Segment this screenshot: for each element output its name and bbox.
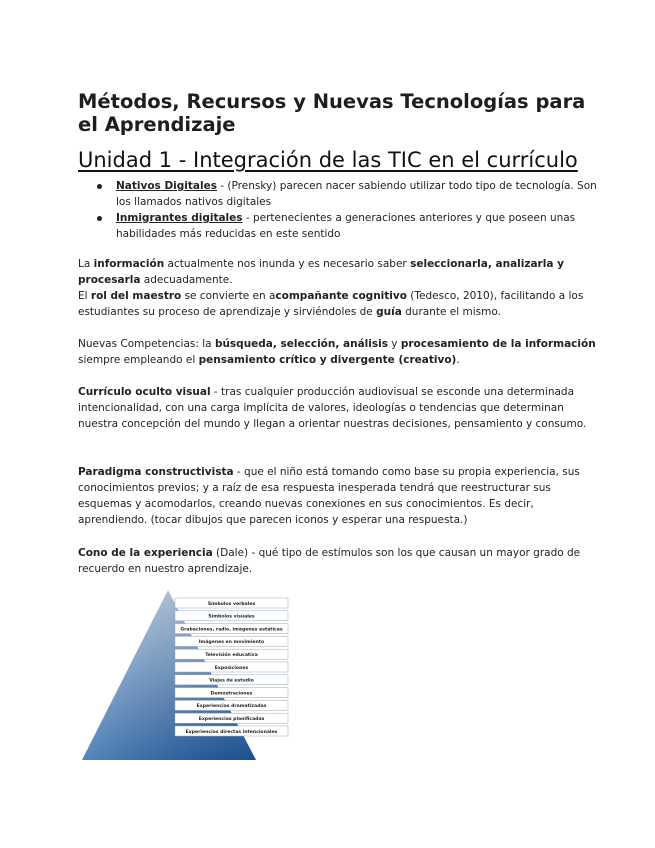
- document-title: Métodos, Recursos y Nuevas Tecnologías para el Aprendizaje: [78, 90, 586, 136]
- paragraph-curriculo-oculto: Currículo oculto visual - tras cualquier producción audiovisual se esconde una determinada intencionalidad, con una carga implícita de valores, ideologías o tendencias que determinan nuestra concepción del mundo y llegan a orientar nuestras decisiones, pensamiento y consumo.: [78, 386, 587, 430]
- pyramid-labels: [175, 598, 288, 736]
- bullet-text: - (Prensky) parecen nacer sabiendo utilizar todo tipo de tecnología. Son los llamados nativos digitales: [116, 180, 597, 208]
- bullet-term: Inmigrantes digitales: [116, 212, 243, 224]
- bullet-icon: [97, 184, 102, 189]
- pyramid-level-label: Imágenes en movimiento: [198, 640, 265, 646]
- paragraph-competencias: Nuevas Competencias: la búsqueda, selección, análisis y procesamiento de la información siempre empleando el pensamiento crítico y divergente (creativo).: [78, 338, 596, 366]
- pyramid-level-label: Símbolos visuales: [208, 614, 255, 620]
- pyramid-level-label: Viajes de estudio: [209, 678, 254, 684]
- bullet-icon: [97, 216, 102, 221]
- cone-of-experience-pyramid: [80, 588, 300, 766]
- bullet-item: [78, 178, 598, 210]
- pyramid-level-label: Demostraciones: [210, 691, 253, 697]
- pyramid-level-label: Experiencias directas intencionales: [185, 729, 278, 735]
- pyramid-level-label: Experiencias planificadas: [198, 717, 265, 722]
- pyramid-level-label: Exposiciones: [214, 665, 249, 671]
- pyramid-level-label: Grabaciones, radio, imágenes estáticas: [180, 627, 283, 633]
- pyramid-level-label: Televisión educativa: [205, 653, 258, 658]
- bullet-item: [78, 210, 598, 242]
- pyramid-level-label: Experiencias dramatizadas: [196, 704, 267, 710]
- bullet-list: [78, 178, 598, 242]
- pyramid-level-label: Símbolos verbales: [207, 601, 256, 607]
- paragraph-cono-experiencia: Cono de la experiencia (Dale) - qué tipo de estímulos son los que causan un mayor grado de recuerdo en nuestro aprendizaje.: [78, 547, 581, 575]
- paragraph-informacion: La información actualmente nos inunda y es necesario saber seleccionarla, analizarla y procesarla adecuadamente. El rol del maestro se convierte en acompañante cognitivo (Tedesco, 2010), facilitando a los estudiantes su proceso de aprendizaje y sirviéndoles de guía durante el mismo.: [78, 258, 584, 318]
- bullet-term: Nativos Digitales: [116, 180, 217, 192]
- unit-title: Unidad 1 - Integración de las TIC en el currículo: [78, 148, 578, 172]
- paragraph-constructivista: Paradigma constructivista - que el niño está tomando como base su propia experiencia, sus conocimientos previos; y a raíz de esa respuesta inesperada tendrá que reestructurar sus esquemas y acomodarlos, creando nuevas conexiones en sus conocimientos. Es decir, aprendiendo. (tocar dibujos que parecen iconos y esperar una respuesta.): [78, 466, 580, 526]
- bullet-text: - pertenecientes a generaciones anteriores y que poseen unas habilidades más reducidas en este sentido: [116, 212, 576, 240]
